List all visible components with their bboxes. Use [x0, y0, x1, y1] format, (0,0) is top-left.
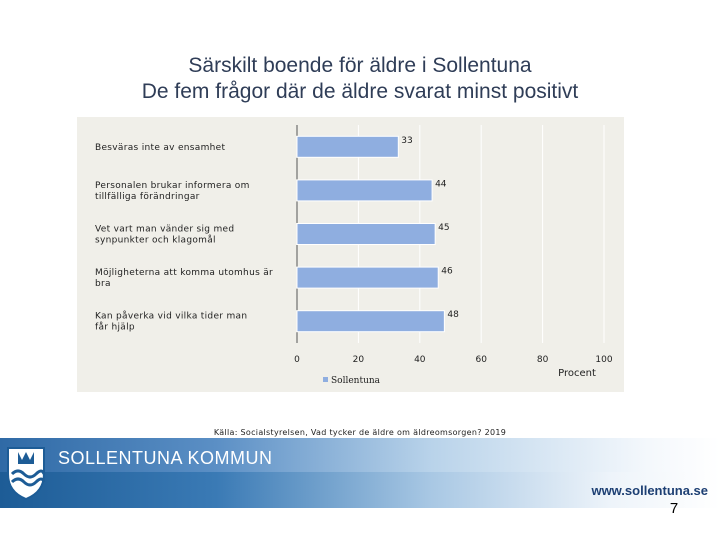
data-label-3: 46 [441, 266, 453, 277]
chart-panel [77, 117, 624, 392]
tick-label-4: 80 [536, 355, 549, 365]
website-link[interactable]: www.sollentuna.se [591, 483, 708, 498]
source-note: Källa: Socialstyrelsen, Vad tycker de äldre om äldreomsorgen? 2019 [213, 428, 507, 437]
bar-4 [297, 311, 444, 332]
slide-title-line-1: Särskilt boende för äldre i Sollentuna [188, 54, 532, 77]
bar-0 [297, 136, 398, 157]
bar-2 [297, 224, 435, 245]
tick-label-1: 20 [352, 355, 365, 365]
data-label-1: 44 [435, 179, 447, 190]
legend-label: Sollentuna [331, 376, 381, 386]
bar-3 [297, 267, 438, 288]
data-label-2: 45 [438, 223, 450, 233]
legend-swatch [323, 377, 328, 382]
municipal-crest-icon [4, 444, 48, 502]
organization-name: SOLLENTUNA KOMMUN [58, 448, 273, 468]
bar-chart [77, 117, 624, 392]
category-label-3: Möjligheterna att komma utomhus är bra [95, 268, 274, 290]
category-label-1: Personalen brukar informera om tillfälliga förändringar [95, 180, 250, 202]
category-label-4: Kan påverka vid vilka tider man får hjälp [95, 311, 248, 333]
tick-label-5: 100 [595, 355, 613, 365]
x-axis-title: Procent [558, 368, 596, 379]
category-label-0: Besväras inte av ensamhet [95, 142, 226, 153]
tick-label-2: 40 [414, 355, 426, 365]
data-label-4: 48 [447, 310, 459, 321]
page-number: 7 [669, 500, 679, 517]
category-label-2: Vet vart man vänder sig med synpunkter och klagomål [95, 224, 235, 246]
bar-1 [297, 180, 432, 201]
tick-label-0: 0 [294, 355, 300, 365]
tick-label-3: 60 [475, 355, 487, 365]
footer-banner [0, 438, 720, 508]
slide-title-line-2: De fem frågor där de äldre svarat minst positivt [141, 80, 579, 103]
data-label-0: 33 [401, 135, 413, 146]
